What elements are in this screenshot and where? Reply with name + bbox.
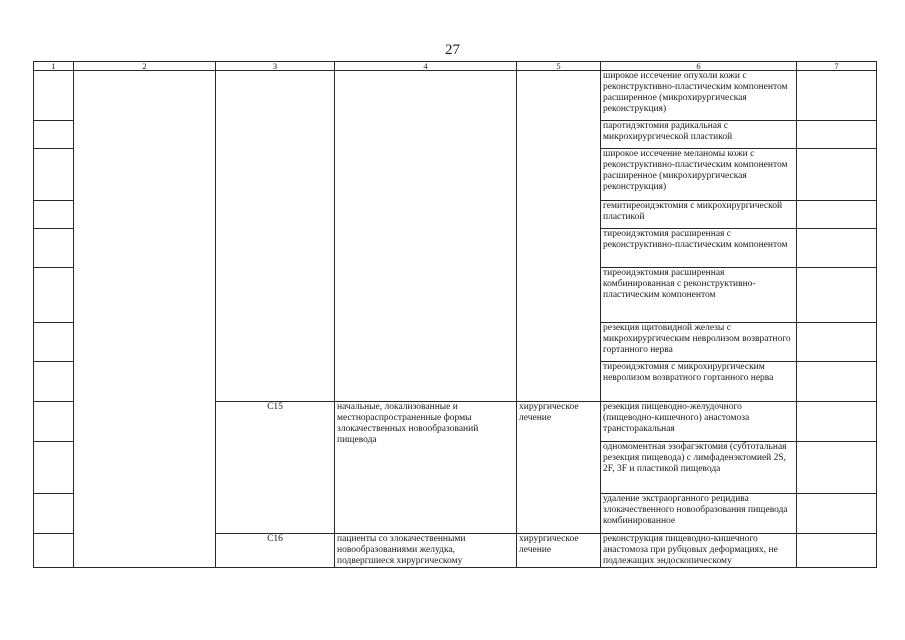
header-col-5: 5 (517, 62, 601, 71)
header-col-2: 2 (74, 62, 216, 71)
code-cell: C15 (216, 402, 335, 534)
col7-cell (797, 362, 877, 402)
method-cell: резекция пищеводно-желудочного (пищеводно-кишечного) анастомоза трансторакальная (601, 402, 797, 442)
col1-cell (34, 71, 74, 121)
method-cell: широкое иссечение меланомы кожи с реконструктивно-пластическим компонентом расширенное (микрохирургическая реконструкция) (601, 149, 797, 201)
page-number: 27 (445, 42, 460, 58)
col7-cell (797, 149, 877, 201)
description-cell: пациенты со злокачественными новообразованиями желудка, подвергшиеся хирургическому (335, 534, 517, 568)
col7-cell (797, 323, 877, 362)
col1-cell (34, 534, 74, 568)
col1-cell (34, 494, 74, 534)
treatment-cell: хирургическое лечение (517, 534, 601, 568)
col1-cell (34, 402, 74, 442)
header-col-7: 7 (797, 62, 877, 71)
method-cell: одномоментная эзофагэктомия (субтотальная резекция пищевода) с лимфаденэктомией 2S, 2F, 3F и пластикой пищевода (601, 442, 797, 494)
col1-cell (34, 201, 74, 229)
method-cell: широкое иссечение опухоли кожи с реконструктивно-пластическим компонентом расширенное (микрохирургическая реконструкция) (601, 71, 797, 121)
col7-cell (797, 534, 877, 568)
col7-cell (797, 402, 877, 442)
table-row (34, 71, 877, 121)
method-cell: резекция щитовидной железы с микрохирургическим невролизом возвратного гортанного нерва (601, 323, 797, 362)
profile-cell (74, 71, 216, 568)
method-cell: тиреоидэктомия расширенная с реконструктивно-пластическим компонентом (601, 229, 797, 268)
col1-cell (34, 362, 74, 402)
col7-cell (797, 229, 877, 268)
method-cell: удаление экстраорганного рецидива злокачественного новообразования пищевода комбинированное (601, 494, 797, 534)
col7-cell (797, 121, 877, 149)
col1-cell (34, 268, 74, 323)
col7-cell (797, 494, 877, 534)
col7-cell (797, 201, 877, 229)
col1-cell (34, 323, 74, 362)
header-col-4: 4 (335, 62, 517, 71)
table-header-row (34, 62, 877, 71)
col7-cell (797, 268, 877, 323)
col1-cell (34, 229, 74, 268)
header-col-1: 1 (34, 62, 74, 71)
col1-cell (34, 149, 74, 201)
col1-cell (34, 121, 74, 149)
header-col-6: 6 (601, 62, 797, 71)
method-cell: тиреоидэктомия расширенная комбинированная с реконструктивно-пластическим компонентом (601, 268, 797, 323)
method-cell: паротидэктомия радикальная с микрохирургической пластикой (601, 121, 797, 149)
description-cell (335, 71, 517, 402)
treatment-cell (517, 71, 601, 402)
procedures-table (33, 61, 877, 568)
method-cell: гемитиреоидэктомия с микрохирургической пластикой (601, 201, 797, 229)
method-cell: реконструкция пищеводно-кишечного анастомоза при рубцовых деформациях, не подлежащих эндоскопическому (601, 534, 797, 568)
code-cell (216, 71, 335, 402)
method-cell: тиреоидэктомия с микрохирургическим невролизом возвратного гортанного нерва (601, 362, 797, 402)
treatment-cell: хирургическое лечение (517, 402, 601, 534)
col1-cell (34, 442, 74, 494)
description-cell: начальные, локализованные и местнораспространенные формы злокачественных новообразований пищевода (335, 402, 517, 534)
code-cell: C16 (216, 534, 335, 568)
col7-cell (797, 71, 877, 121)
header-col-3: 3 (216, 62, 335, 71)
col7-cell (797, 442, 877, 494)
